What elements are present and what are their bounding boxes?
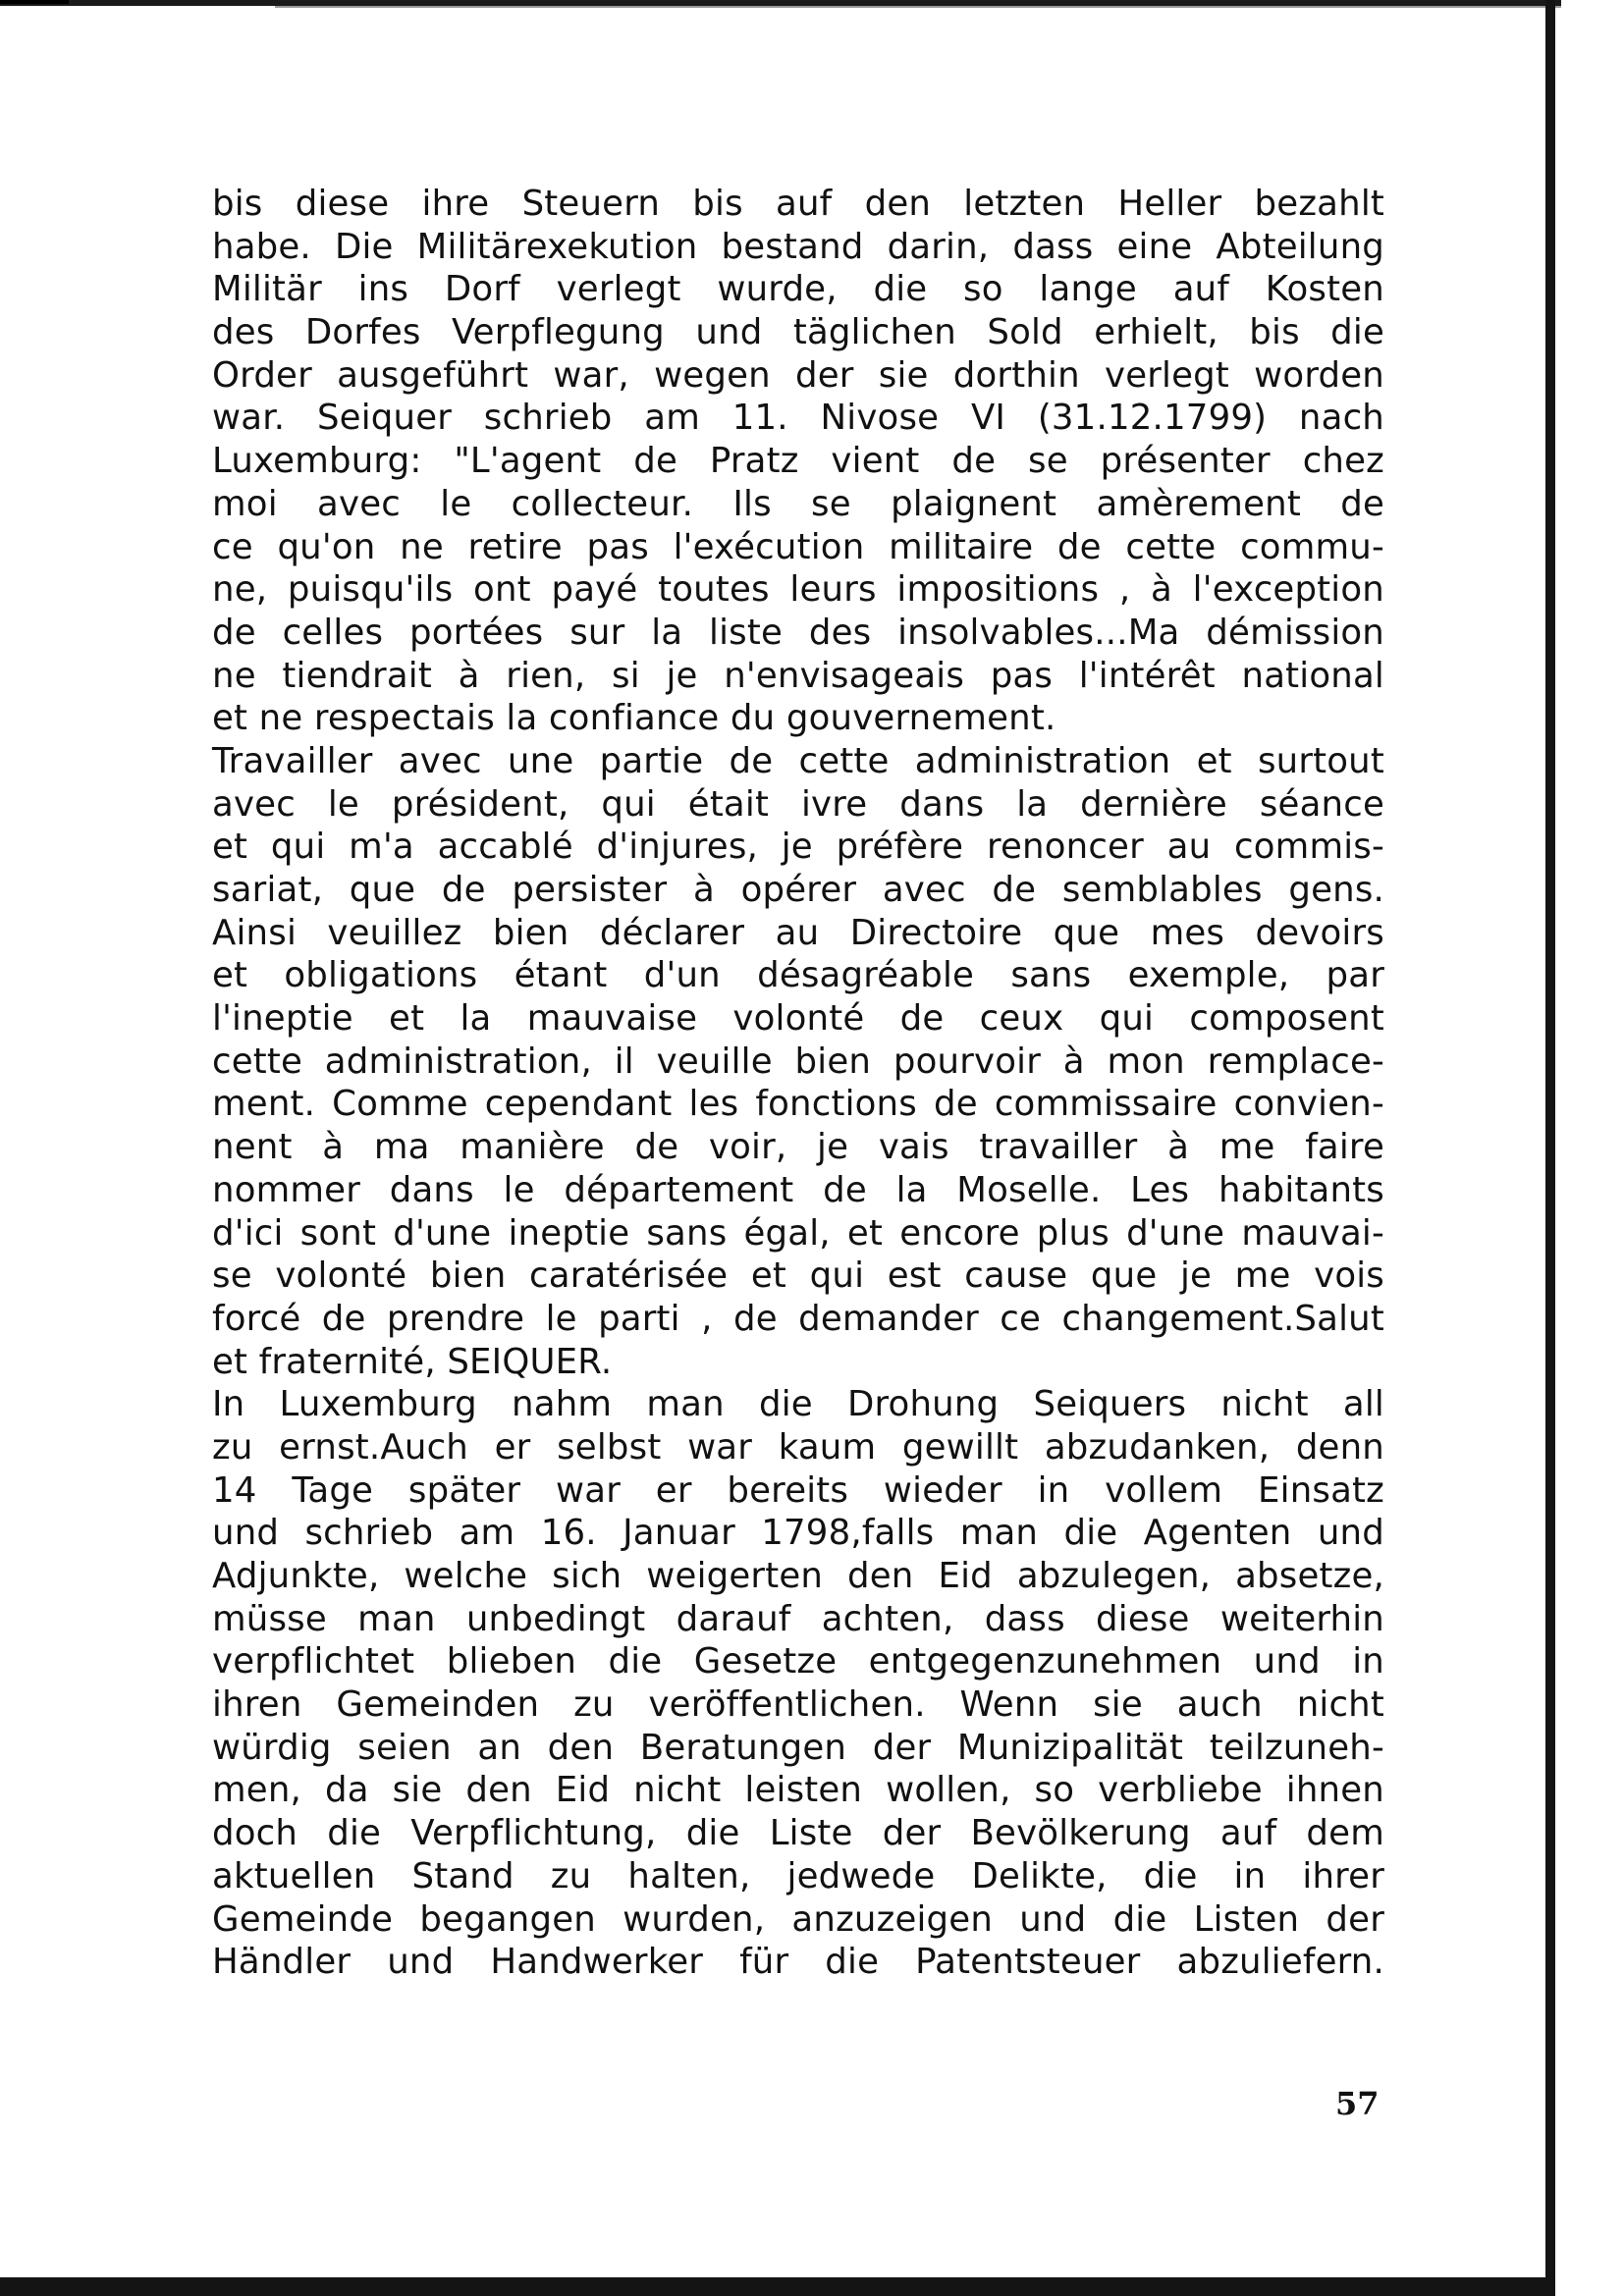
text-line: Luxemburg: "L'agent de Pratz vient de se présenter chez [212,441,1384,482]
text-line: Gemeinde begangen wurden, anzuzeigen und die Listen der [212,1898,1384,1940]
text-line: et fraternité, SEIQUER. [212,1341,613,1382]
text-line: doch die Verpflichtung, die Liste der Bevölkerung auf dem [212,1813,1384,1854]
text-line: Order ausgeführt war, wegen der sie dorthin verlegt worden [212,354,1384,396]
text-line: bis diese ihre Steuern bis auf den letzten Heller bezahlt [212,184,1384,224]
text-line: forcé de prendre le parti , de demander ce changement.Salut [212,1298,1384,1339]
scan-top-edge [275,6,1561,8]
text-line: ce qu'on ne retire pas l'exécution militaire de cette commu- [212,526,1384,567]
text-line: verpflichtet blieben die Gesetze entgegenzunehmen und in [212,1641,1384,1682]
text-line: sariat, que de persister à opérer avec de semblables gens. [212,870,1384,910]
text-line: d'ici sont d'une ineptie sans égal, et encore plus d'une mauvai- [212,1212,1384,1254]
text-line: aktuellen Stand zu halten, jedwede Delikte, die in ihrer [212,1855,1384,1896]
text-line: habe. Die Militärexekution bestand darin, dass eine Abteilung [212,226,1384,267]
text-line: müsse man unbedingt darauf achten, dass diese weiterhin [212,1598,1384,1639]
text-line: moi avec le collecteur. Ils se plaignent amèrement de [212,483,1384,524]
text-line: et obligations étant d'un désagréable sans exemple, par [212,955,1384,996]
text-line: cette administration, il veuille bien pourvoir à mon remplace- [212,1041,1384,1082]
page-body-text [212,183,1384,1984]
scan-bottom-border [0,2277,1555,2296]
text-line: l'ineptie et la mauvaise volonté de ceux qui composent [212,998,1384,1040]
text-line: et qui m'a accablé d'injures, je préfère renoncer au commis- [212,827,1384,868]
text-line: war. Seiquer schrieb am 11. Nivose VI (31.12.1799) nach [212,398,1384,439]
scan-corner-mark [0,0,69,4]
text-line: ihren Gemeinden zu veröffentlichen. Wenn sie auch nicht [212,1684,1384,1726]
text-line: de celles portées sur la liste des insolvables...Ma démission [212,612,1384,653]
text-line: nommer dans le département de la Moselle. Les habitants [212,1169,1384,1210]
text-line: zu ernst.Auch er selbst war kaum gewillt abzudanken, denn [212,1426,1384,1468]
text-line: würdig seien an den Beratungen der Munizipalität teilzuneh- [212,1727,1384,1768]
text-line: In Luxemburg nahm man die Drohung Seiquers nicht all [212,1384,1384,1425]
text-line: ne tiendrait à rien, si je n'envisageais pas l'intérêt national [212,655,1384,696]
text-line: nent à ma manière de voir, je vais travailler à me faire [212,1127,1384,1168]
text-line: Händler und Handwerker für die Patentsteuer abzuliefern. [212,1942,1384,1983]
text-line: Militär ins Dorf verlegt wurde, die so lange auf Kosten [212,269,1384,310]
text-line: avec le président, qui était ivre dans la dernière séance [212,783,1384,825]
text-line: ne, puisqu'ils ont payé toutes leurs impositions , à l'exception [212,569,1384,611]
page-number: 57 [1335,2085,1380,2122]
text-line: et ne respectais la confiance du gouvernement. [212,698,1056,739]
text-line: und schrieb am 16. Januar 1798,falls man die Agenten und [212,1513,1384,1554]
scan-right-border [1545,0,1555,2296]
text-line: des Dorfes Verpflegung und täglichen Sold erhielt, bis die [212,312,1384,353]
text-line: Ainsi veuillez bien déclarer au Directoire que mes devoirs [212,912,1384,953]
text-line: Adjunkte, welche sich weigerten den Eid abzulegen, absetze, [212,1556,1384,1596]
text-line: Travailler avec une partie de cette administration et surtout [212,740,1384,781]
text-line: ment. Comme cependant les fonctions de commissaire convien- [212,1084,1384,1125]
text-line: men, da sie den Eid nicht leisten wollen, so verbliebe ihnen [212,1770,1384,1811]
text-line: se volonté bien caratérisée et qui est cause que je me vois [212,1255,1384,1297]
text-line: 14 Tage später war er bereits wieder in vollem Einsatz [212,1469,1384,1511]
